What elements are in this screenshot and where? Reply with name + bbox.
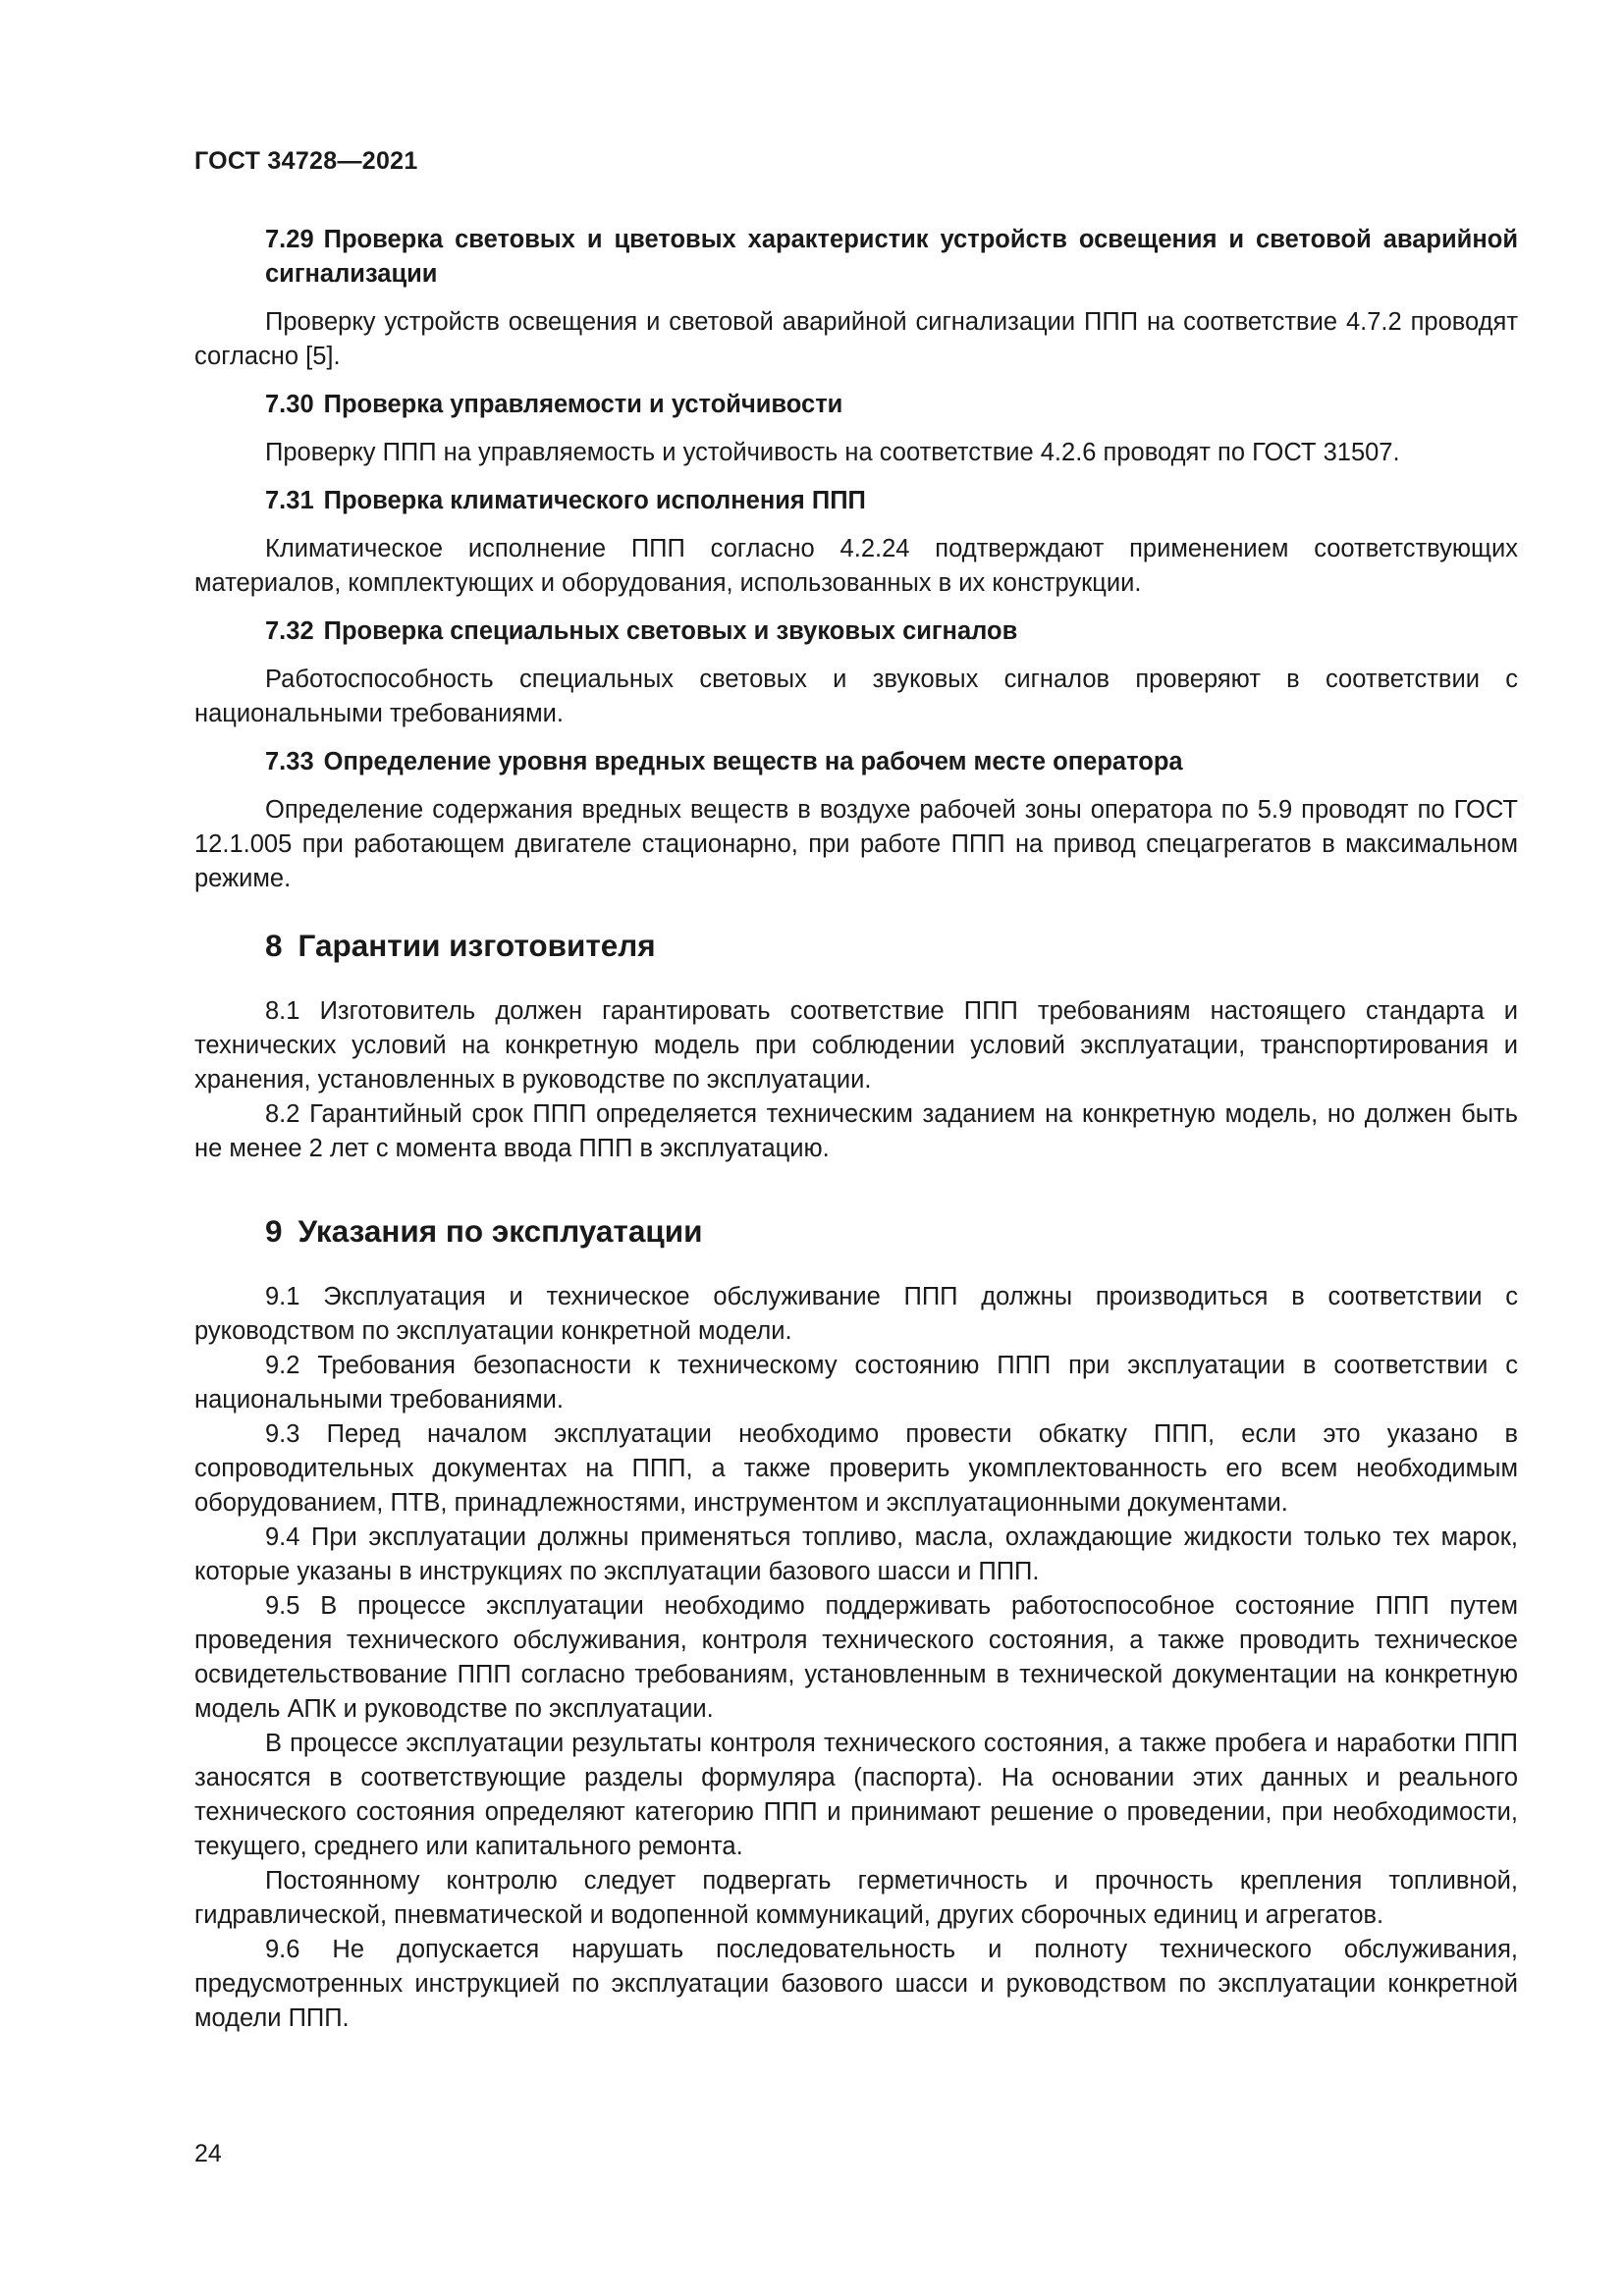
paragraph: 9.5 В процессе эксплуатации необходимо поддерживать работоспособное состояние ППП путем проведения технического обслуживания, контроля технического состояния, а также проводить техническое освидетельствование ППП согласно требованиям, установленным в технической документации на конкретную модель АПК и руководстве по эксплуатации. (194, 1592, 1518, 1723)
paragraph: 9.1 Эксплуатация и техническое обслуживание ППП должны производиться в соответствии с руководством по эксплуатации конкретной модели. (194, 1283, 1518, 1345)
section-title: Указания по эксплуатации (298, 1213, 703, 1249)
paragraph: Проверку ППП на управляемость и устойчивость на соответствие 4.2.6 проводят по ГОСТ 31507. (265, 439, 1400, 466)
subsection-number: 7.32 (265, 617, 314, 645)
subsection-title: Проверка световых и цветовых характеристик устройств освещения и световой аварийной сигнализации (265, 226, 1518, 288)
paragraph: 9.4 При эксплуатации должны применяться топливо, масла, охлаждающие жидкости только тех марок, которые указаны в инструкциях по эксплуатации базового шасси и ППП. (194, 1523, 1518, 1585)
paragraph: 9.2 Требования безопасности к техническому состоянию ППП при эксплуатации в соответствии с национальными требованиями. (194, 1352, 1518, 1414)
section-9-heading (194, 1211, 1518, 1251)
subsection-title: Проверка климатического исполнения ППП (323, 487, 866, 514)
section-number: 9 (265, 1213, 283, 1249)
paragraph: 9.6 Не допускается нарушать последовательность и полноту технического обслуживания, предусмотренных инструкцией по эксплуатации базового шасси и руководством по эксплуатации конкретной модели ППП. (194, 1936, 1518, 2032)
subsection-title: Проверка управляемости и устойчивости (323, 391, 843, 418)
section-title: Гарантии изготовителя (298, 928, 656, 963)
page-number: 24 (194, 2140, 222, 2167)
subsection-number: 7.30 (265, 391, 314, 418)
subsection-7-30-heading (194, 388, 1518, 422)
subsection-7-32-heading (194, 614, 1518, 649)
paragraph: Проверку устройств освещения и световой аварийной сигнализации ППП на соответствие 4.7.2 проводят согласно [5]. (194, 308, 1518, 370)
subsection-number: 7.33 (265, 748, 314, 775)
paragraph: 8.2 Гарантийный срок ППП определяется техническим заданием на конкретную модель, но должен быть не менее 2 лет с момента ввода ППП в эксплуатацию. (194, 1100, 1518, 1162)
paragraph: Постоянному контролю следует подвергать герметичность и прочность крепления топливной, гидравлической, пневматической и водопенной коммуникаций, других сборочных единиц и агрегатов. (194, 1867, 1518, 1929)
paragraph: 9.3 Перед началом эксплуатации необходимо провести обкатку ППП, если это указано в сопроводительных документах на ППП, а также проверить укомплектованность его всем необходимым оборудованием, ПТВ, принадлежностями, инструментом и эксплуатационными документами. (194, 1420, 1518, 1517)
paragraph: Определение содержания вредных веществ в воздухе рабочей зоны оператора по 5.9 проводят по ГОСТ 12.1.005 при работающем двигателе стационарно, при работе ППП на привод спецагрегатов в максимальном режиме. (194, 796, 1518, 892)
document-code: ГОСТ 34728—2021 (194, 147, 418, 175)
paragraph: Климатическое исполнение ППП согласно 4.2.24 подтверждают применением соответствующих материалов, комплектующих и оборудования, использованных в их конструкции. (194, 535, 1518, 597)
subsection-number: 7.31 (265, 487, 314, 514)
paragraph: В процессе эксплуатации результаты контроля технического состояния, а также пробега и наработки ППП заносятся в соответствующие разделы формуляра (паспорта). На основании этих данных и реального технического состояния определяют категорию ППП и принимают решение о проведении, при необходимости, текущего, среднего или капитального ремонта. (194, 1730, 1518, 1860)
subsection-7-33-heading (194, 745, 1518, 779)
section-8-heading (194, 926, 1518, 965)
subsection-7-31-heading (194, 484, 1518, 518)
paragraph: 8.1 Изготовитель должен гарантировать соответствие ППП требованиям настоящего стандарта и технических условий на конкретную модель при соблюдении условий эксплуатации, транспортирования и хранения, установленных в руководстве по эксплуатации. (194, 997, 1518, 1094)
subsection-number: 7.29 (265, 226, 314, 253)
paragraph: Работоспособность специальных световых и звуковых сигналов проверяют в соответствии с национальными требованиями. (194, 666, 1518, 727)
page-content (194, 223, 1518, 2036)
subsection-7-29-heading (194, 223, 1518, 292)
subsection-title: Определение уровня вредных веществ на рабочем месте оператора (323, 748, 1183, 775)
subsection-title: Проверка специальных световых и звуковых сигналов (323, 617, 1018, 645)
section-number: 8 (265, 928, 283, 963)
